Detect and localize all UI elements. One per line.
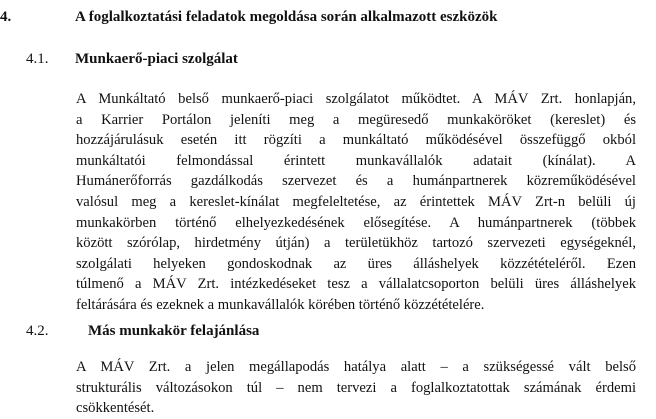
paragraph-line: strukturális változásokon túl – nem tervezi a foglalkoztatottak számának érdemi — [76, 379, 636, 396]
paragraph-line: között szórólap, hirdetmény útján) a területükhöz tartozó szervezeti egységeknél, — [76, 235, 636, 252]
paragraph-line: a Karrier Portálon jeleníti meg a megüresedő munkaköröket (kereslet) és — [76, 111, 636, 128]
subsection-1-number: 4.1. — [26, 51, 49, 67]
paragraph-line: munkáltatói felmondással érintett munkavállalók adatait (kínálat). A — [76, 152, 636, 169]
subsection-2-number: 4.2. — [26, 323, 49, 339]
paragraph-line: hozzájárulásuk esetén itt rögzíti a munkáltató működésével összefüggő okból — [76, 132, 636, 149]
paragraph-line: valósul meg a kereslet-kínálat megfeleltetése, az érintettek MÁV Zrt-n belüli új — [76, 193, 636, 210]
section-title: A foglalkoztatási feladatok megoldása során alkalmazott eszközök — [75, 9, 498, 25]
subsection-2-paragraph — [76, 357, 636, 419]
paragraph-line: csökkentését. — [76, 400, 155, 417]
paragraph-line: feltárására és ezeknek a munkavállalók körében történő közzétételére. — [76, 296, 485, 313]
subsection-1-title: Munkaerő-piaci szolgálat — [75, 51, 238, 67]
paragraph-line: Humánerőforrás gazdálkodás szervezet és a humánpartnerek közreműködésével — [76, 173, 636, 190]
subsection-1-paragraph — [76, 89, 636, 316]
subsection-2-title: Más munkakör felajánlása — [88, 323, 260, 339]
paragraph-line: túlmenő a MÁV Zrt. intézkedéseket tesz a vállalatcsoporton belüli üres álláshelyek — [76, 276, 636, 293]
section-number: 4. — [0, 9, 12, 25]
paragraph-line: A Munkáltató belső munkaerő-piaci szolgálatot működtet. A MÁV Zrt. honlapján, — [76, 91, 636, 107]
paragraph-line: szolgálati helyeken gondoskodnak az üres álláshelyek közzétételéről. Ezen — [76, 255, 636, 272]
paragraph-line: munkakörben történő elhelyezkedésének elősegítése. A humánpartnerek (többek — [76, 214, 636, 231]
paragraph-line: A MÁV Zrt. a jelen megállapodás hatálya alatt – a szükségessé vált belső — [76, 359, 636, 375]
